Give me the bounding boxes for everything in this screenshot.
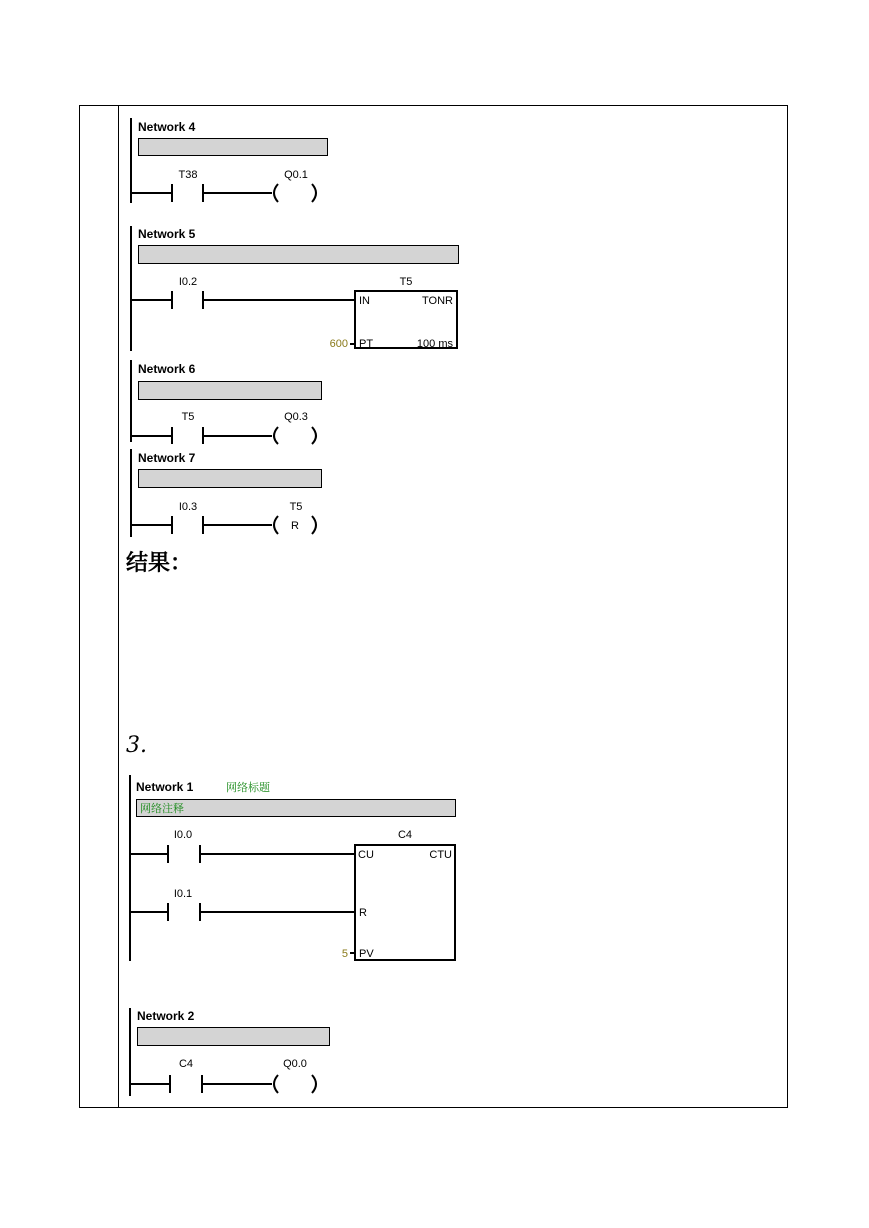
pv-value: 5	[341, 948, 348, 960]
result-label: 结果：	[126, 551, 193, 576]
pin-pt: PT	[359, 338, 374, 350]
counter-network-1	[129, 775, 456, 961]
pin-pv: PV	[359, 948, 374, 960]
counter-name: C4	[397, 829, 413, 841]
network-6	[130, 360, 322, 444]
network-title: Network 2	[137, 1009, 195, 1023]
contact-operand: I0.3	[178, 501, 198, 513]
contact-operand: I0.1	[173, 888, 193, 900]
coil-operand: Q0.3	[284, 411, 308, 423]
network-title: Network 7	[138, 451, 196, 465]
coil-mark: R	[291, 520, 299, 532]
counter-type: CTU	[429, 849, 452, 861]
contact-operand: T38	[178, 169, 198, 181]
network-comment-bar	[139, 382, 322, 400]
counter-network-2	[129, 1008, 330, 1096]
coil-operand: Q0.1	[284, 169, 308, 181]
network-comment-bar	[139, 470, 322, 488]
coil-right-paren	[312, 184, 316, 202]
network-4	[130, 118, 328, 203]
pin-in: IN	[359, 295, 370, 307]
network-comment-bar	[137, 800, 456, 817]
network-title-comment: 网络标题	[226, 782, 270, 794]
timer-name: T5	[399, 276, 413, 288]
section-number: 3.	[126, 733, 147, 758]
network-comment-bar	[139, 139, 328, 156]
network-title: Network 6	[138, 362, 196, 376]
network-7	[130, 449, 322, 537]
coil-operand: Q0.0	[283, 1058, 307, 1070]
timer-type: TONR	[422, 295, 453, 307]
pt-value: 600	[329, 338, 348, 350]
coil-operand: T5	[289, 501, 303, 513]
counter-box	[355, 845, 455, 960]
network-comment-bar	[138, 1028, 330, 1046]
network-title: Network 4	[138, 120, 196, 134]
contact-operand: I0.2	[178, 276, 198, 288]
pin-r: R	[359, 907, 367, 919]
contact-operand: T5	[181, 411, 195, 423]
network-comment-bar	[139, 246, 459, 264]
timer-resolution: 100 ms	[416, 338, 453, 350]
network-comment-text: 网络注释	[140, 803, 184, 815]
contact-operand: I0.0	[173, 829, 193, 841]
network-title: Network 1	[136, 780, 194, 794]
coil-left-paren	[274, 184, 278, 202]
pin-cu: CU	[358, 849, 374, 861]
contact-operand: C4	[178, 1058, 194, 1070]
network-5	[130, 226, 459, 351]
network-title: Network 5	[138, 227, 196, 241]
